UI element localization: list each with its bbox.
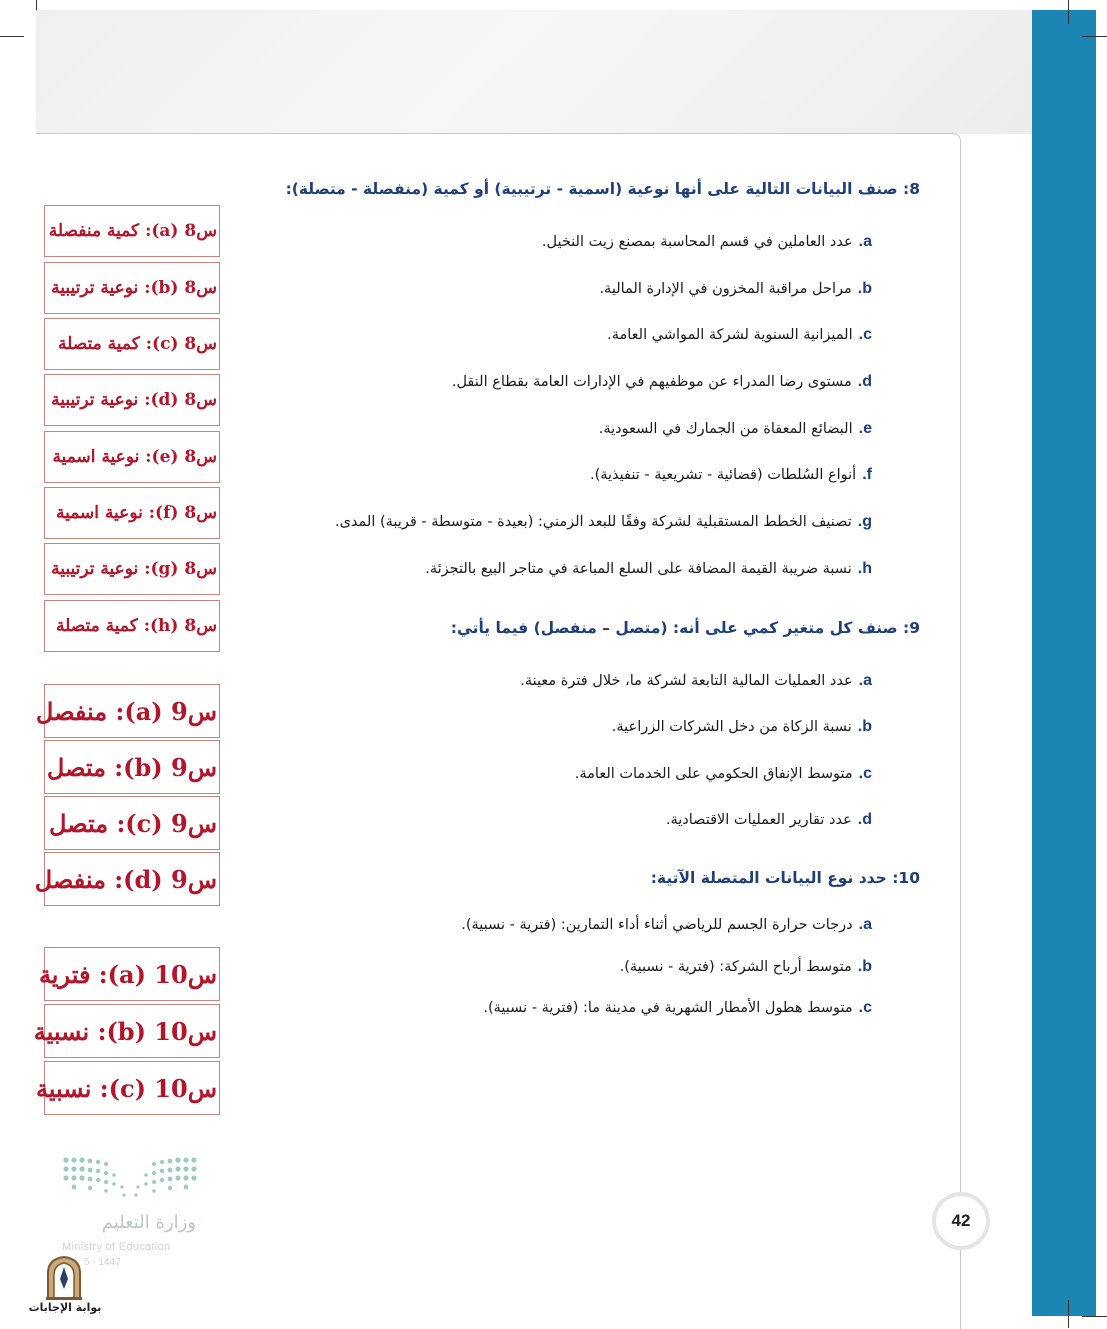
item-letter: a.: [858, 233, 872, 250]
q8-item-f: [590, 466, 872, 484]
question-number: 8:: [903, 180, 920, 198]
item-letter: d.: [857, 811, 872, 828]
item-letter: c.: [858, 765, 872, 782]
portal-label: بوابة الإجابات: [28, 1301, 102, 1314]
question-title: صنف البيانات التالية على أنها نوعية (اسمية - ترتيبية) أو كمية (منفصلة - متصلة):: [285, 180, 898, 198]
item-letter: b.: [857, 718, 872, 735]
item-letter: c.: [858, 326, 872, 343]
answer-9a: س9 (a): منفصل: [44, 684, 220, 738]
question-9-heading: [451, 619, 920, 637]
answer-10a: س10 (a): فترية: [44, 947, 220, 1001]
answer-8b: س8 (b): نوعية ترتيبية: [44, 262, 220, 314]
q8-item-b: [599, 280, 872, 298]
item-letter: a.: [858, 916, 872, 933]
crop-mark: [1082, 1316, 1107, 1317]
answer-8h: س8 (h): كمية متصلة: [44, 600, 220, 652]
q8-item-a: [542, 233, 872, 251]
answer-9d: س9 (d): منفصل: [44, 852, 220, 906]
answer-8e: س8 (e): نوعية اسمية: [44, 431, 220, 483]
item-letter: c.: [858, 999, 872, 1016]
question-number: 10:: [892, 869, 920, 887]
page-header-band: [36, 10, 1032, 134]
item-text: متوسط أرباح الشركة: (فترية - نسبية).: [619, 959, 852, 975]
portal-logo-icon: [44, 1255, 84, 1301]
answer-8d: س8 (d): نوعية ترتيبية: [44, 374, 220, 426]
q8-item-d: [452, 373, 872, 391]
item-text: نسبة ضريبة القيمة المضافة على السلع المباعة في متاجر البيع بالتجزئة.: [425, 561, 852, 577]
q8-item-h: [425, 560, 872, 578]
item-text: عدد تقارير العمليات الاقتصادية.: [665, 812, 852, 828]
item-text: درجات حرارة الجسم للرياضي أثناء أداء التمارين: (فترية - نسبية).: [461, 917, 853, 933]
item-text: تصنيف الخطط المستقبلية لشركة وفقًا للبعد الزمني: (بعيدة - متوسطة - قريبة) المدى.: [334, 514, 852, 530]
answer-8f: س8 (f): نوعية اسمية: [44, 487, 220, 539]
q8-item-c: [607, 326, 872, 344]
q10-item-a: [461, 916, 872, 934]
item-text: مستوى رضا المدراء عن موظفيهم في الإدارات العامة بقطاع النقل.: [451, 374, 852, 390]
item-text: الميزانية السنوية لشركة المواشي العامة.: [607, 327, 853, 343]
item-letter: g.: [857, 513, 872, 530]
item-text: أنواع السُلطات (قضائية - تشريعية - تنفيذية).: [589, 467, 857, 483]
answer-9b: س9 (b): متصل: [44, 740, 220, 794]
q9-item-c: [575, 765, 872, 783]
q8-item-g: [335, 513, 872, 531]
item-letter: b.: [857, 280, 872, 297]
item-text: مراحل مراقبة المخزون في الإدارة المالية.: [599, 281, 852, 297]
side-accent-bar: [1032, 10, 1096, 1316]
answer-10b: س10 (b): نسبية: [44, 1004, 220, 1058]
answer-10c: س10 (c): نسبية: [44, 1061, 220, 1115]
ministry-year: 5 - 1447: [84, 1257, 121, 1268]
answer-9c: س9 (c): متصل: [44, 796, 220, 850]
crop-mark: [1068, 1300, 1069, 1328]
q9-item-b: [612, 718, 872, 736]
item-letter: b.: [857, 958, 872, 975]
answer-8c: س8 (c): كمية متصلة: [44, 318, 220, 370]
question-number: 9:: [903, 619, 920, 637]
crop-mark: [0, 36, 24, 37]
item-text: متوسط هطول الأمطار الشهرية في مدينة ما: (فترية - نسبية).: [483, 1000, 853, 1016]
ministry-name-arabic: وزارة التعليم: [101, 1212, 196, 1233]
q10-item-b: [620, 958, 872, 976]
q8-item-e: [599, 420, 872, 438]
question-title: صنف كل متغير كمي على أنه: (متصل – منفصل) فيما يأتي:: [450, 619, 898, 637]
item-text: البضائع المعفاة من الجمارك في السعودية.: [598, 421, 853, 437]
item-letter: d.: [857, 373, 872, 390]
crop-mark: [36, 0, 37, 10]
item-letter: e.: [858, 420, 872, 437]
question-8-heading: [286, 180, 920, 198]
item-letter: f.: [862, 466, 872, 483]
q10-item-c: [483, 999, 872, 1017]
question-10-heading: [651, 869, 920, 887]
item-letter: h.: [857, 560, 872, 577]
item-text: نسبة الزكاة من دخل الشركات الزراعية.: [611, 719, 852, 735]
crop-mark: [1082, 36, 1107, 37]
item-letter: a.: [858, 672, 872, 689]
item-text: متوسط الإنفاق الحكومي على الخدمات العامة.: [574, 766, 853, 782]
q9-item-d: [666, 811, 872, 829]
q9-item-a: [520, 672, 872, 690]
answer-8a: س8 (a): كمية منفصلة: [44, 205, 220, 257]
answer-8g: س8 (g): نوعية ترتيبية: [44, 543, 220, 595]
crop-mark: [1068, 0, 1069, 24]
page-number: 42: [936, 1196, 986, 1246]
item-text: عدد العمليات المالية التابعة لشركة ما، خلال فترة معينة.: [520, 673, 853, 689]
ministry-logo-icon: [62, 1154, 198, 1198]
ministry-name-english: Ministry of Education: [62, 1241, 171, 1253]
item-text: عدد العاملين في قسم المحاسبة بمصنع زيت النخيل.: [541, 234, 853, 250]
question-title: حدد نوع البيانات المتصلة الآتية:: [650, 869, 887, 887]
